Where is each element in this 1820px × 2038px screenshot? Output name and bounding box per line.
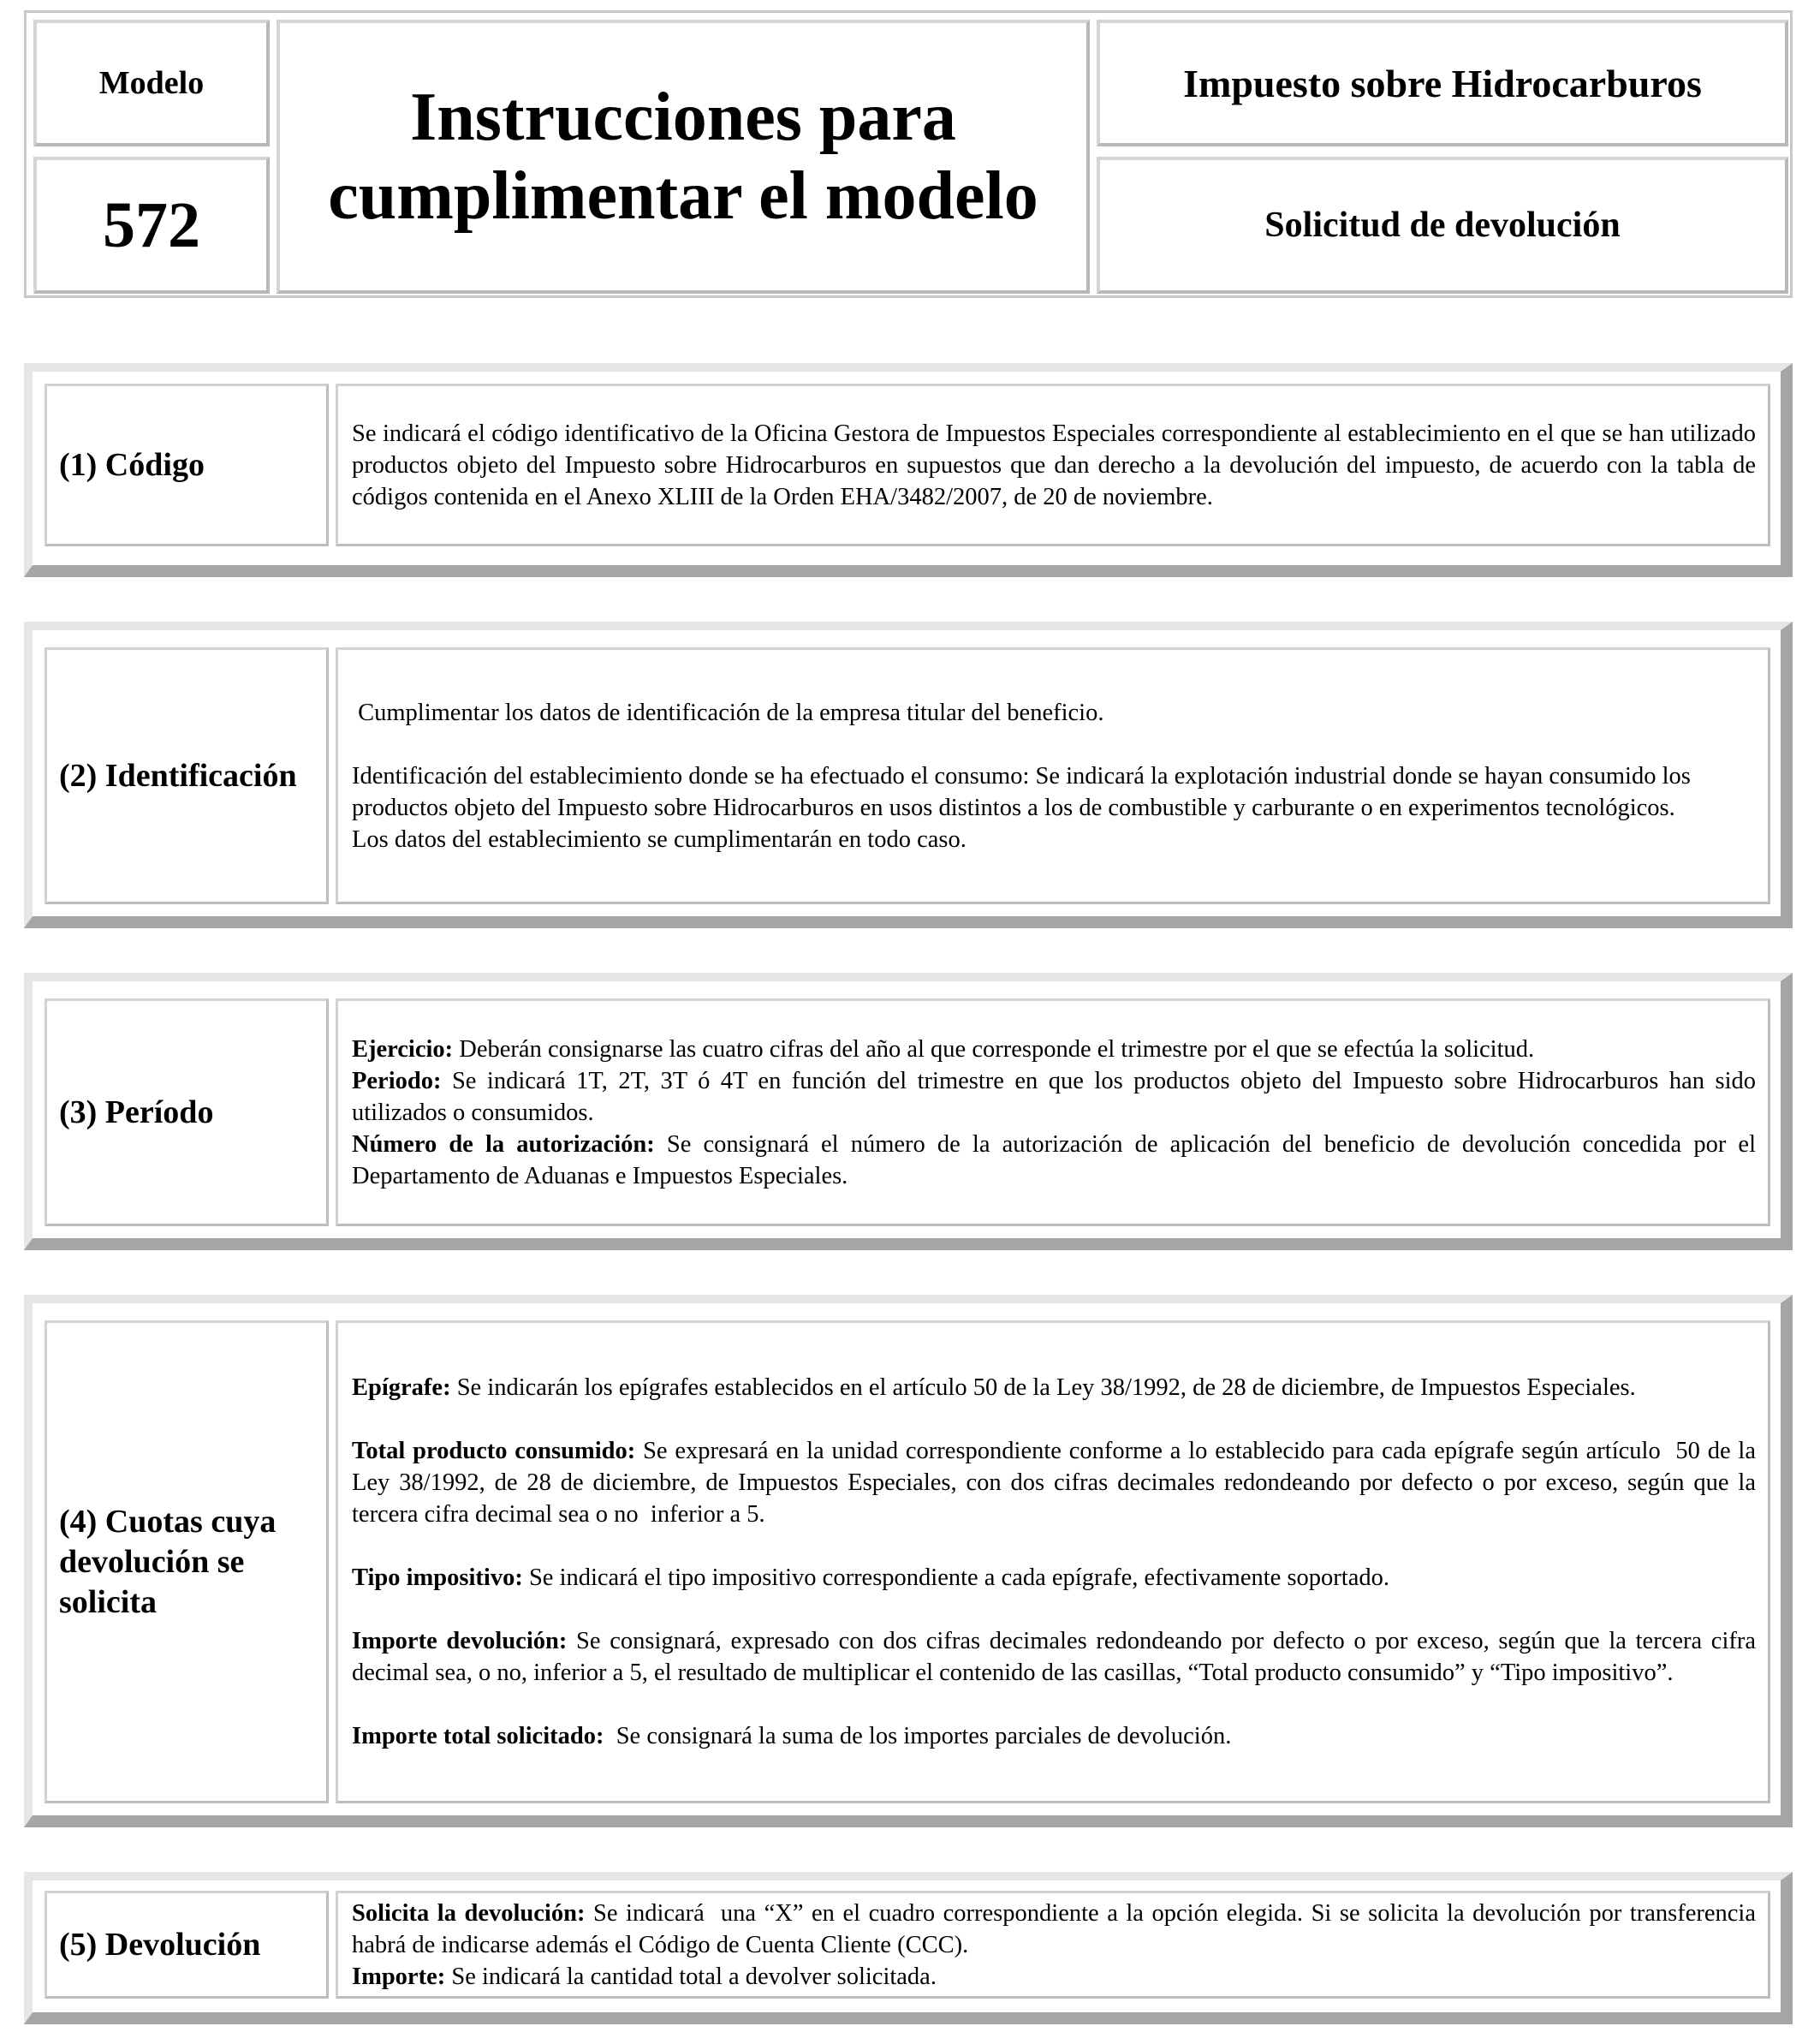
importe-devolucion-text: Se indicará la cantidad total a devolver solicitada. xyxy=(445,1963,937,1990)
autorizacion-entry xyxy=(352,1129,1756,1192)
epigrafe-term: Epígrafe: xyxy=(352,1374,451,1401)
periodo-entry xyxy=(352,1065,1756,1129)
periodo-text: Se indicará 1T, 2T, 3T ó 4T en función del trimestre en que los productos objeto del Impuesto sobre Hidrocarburos han sido utilizados o consumidos. xyxy=(352,1067,1756,1126)
section-text xyxy=(336,998,1770,1226)
section-label: (2) Identificación xyxy=(45,647,329,904)
importe-total-entry xyxy=(352,1720,1756,1752)
tax-name: Impuesto sobre Hidrocarburos xyxy=(1097,20,1788,146)
tipo-term: Tipo impositivo: xyxy=(352,1564,523,1591)
section-devolucion xyxy=(24,1872,1793,2024)
cuotas-label-line-1: (4) Cuotas cuya xyxy=(59,1503,277,1540)
title-line-2: cumplimentar el modelo xyxy=(328,158,1038,234)
epigrafe-text: Se indicarán los epígrafes establecidos en el artículo 50 de la Ley 38/1992, de 28 de diciembre, de Impuestos Especiales. xyxy=(450,1374,1636,1401)
importe-entry xyxy=(352,1625,1756,1689)
codigo-text: Se indicará el código identificativo de la Oficina Gestora de Impuestos Especiales correspondiente al establecimiento en el que se han utilizado productos objeto del Impuesto sobre Hidrocarburos en supuestos que dan derecho a la devolución del impuesto, de acuerdo con la tabla de códigos contenida en el Anexo XLIII de la Orden EHA/3482/2007, de 20 de noviembre. xyxy=(352,420,1756,510)
section-text xyxy=(336,1320,1770,1803)
cuotas-label-line-3: solicita xyxy=(59,1583,157,1620)
form-header xyxy=(24,10,1793,298)
autorizacion-text: Se consignará el número de la autorización de aplicación del beneficio de devolución concedida por el Departamento de Aduanas e Impuestos Especiales. xyxy=(352,1130,1756,1189)
tipo-entry xyxy=(352,1562,1756,1594)
autorizacion-term: Número de la autorización: xyxy=(352,1130,655,1158)
section-cuotas xyxy=(24,1295,1793,1827)
importe-devolucion-entry xyxy=(352,1961,1756,1993)
epigrafe-entry xyxy=(352,1372,1756,1403)
modelo-label: Modelo xyxy=(33,20,270,146)
importe-term: Importe devolución: xyxy=(352,1628,568,1654)
section-text xyxy=(336,1891,1770,1999)
importe-total-term: Importe total solicitado: xyxy=(352,1723,604,1749)
solicita-entry xyxy=(352,1898,1763,1961)
importe-devolucion-term: Importe: xyxy=(352,1963,446,1990)
total-term: Total producto consumido: xyxy=(352,1438,636,1464)
ejercicio-term: Ejercicio: xyxy=(352,1035,454,1063)
total-entry xyxy=(352,1435,1763,1530)
section-periodo xyxy=(24,973,1793,1250)
modelo-number: 572 xyxy=(33,157,270,294)
title-line-1: Instrucciones para xyxy=(410,80,956,155)
document-type: Solicitud de devolución xyxy=(1097,157,1788,294)
section-text xyxy=(336,384,1770,546)
ejercicio-text: Deberán consignarse las cuatro cifras del año al que corresponde el trimestre por el que se efectúa la solicitud. xyxy=(453,1035,1535,1063)
importe-total-text: Se consignará la suma de los importes parciales de devolución. xyxy=(604,1723,1232,1749)
section-identificacion xyxy=(24,622,1793,928)
section-codigo xyxy=(24,363,1793,577)
tipo-text: Se indicará el tipo impositivo correspondiente a cada epígrafe, efectivamente soportado. xyxy=(522,1564,1389,1591)
identificacion-para-2: Identificación del establecimiento donde se ha efectuado el consumo: Se indicará la explotación industrial donde se hayan consumido los productos objeto del Impuesto sobre Hidrocarburos en usos distintos a los de combustible y carburante o en experimentos tecnológicos. xyxy=(352,762,1691,821)
section-label: (1) Código xyxy=(45,384,329,546)
identificacion-para-1: Cumplimentar los datos de identificación de la empresa titular del beneficio. xyxy=(352,699,1104,726)
section-label: (5) Devolución xyxy=(45,1891,329,1999)
identificacion-para-3: Los datos del establecimiento se cumplimentarán en todo caso. xyxy=(352,825,967,853)
section-text xyxy=(336,647,1770,904)
total-text: Se expresará en la unidad correspondiente conforme a lo establecido para cada epígrafe según artículo 50 de la Ley 38/1992, de 28 de diciembre, de Impuestos Especiales, con dos cifras decimales redondeando por defecto o por exceso, según que la tercera cifra decimal sea o no inferior a 5. xyxy=(352,1438,1763,1528)
solicita-term: Solicita la devolución: xyxy=(352,1899,586,1927)
importe-text: Se consignará, expresado con dos cifras decimales redondeando por defecto o por exceso, según que la tercera cifra decimal sea, o no, inferior a 5, el resultado de multiplicar el contenido de las casillas, “Total producto consumido” y “Tipo impositivo”. xyxy=(352,1628,1757,1686)
cuotas-label-line-2: devolución se xyxy=(59,1543,245,1580)
section-label: (3) Período xyxy=(45,998,329,1226)
section-label xyxy=(45,1320,329,1803)
periodo-term: Periodo: xyxy=(352,1067,442,1094)
solicita-text: Se indicará una “X” en el cuadro correspondiente a la opción elegida. Si se solicita la devolución por transferencia habrá de indicarse además el Código de Cuenta Cliente (CCC). xyxy=(352,1899,1763,1958)
page-title xyxy=(277,20,1090,294)
ejercicio-entry xyxy=(352,1034,1756,1065)
